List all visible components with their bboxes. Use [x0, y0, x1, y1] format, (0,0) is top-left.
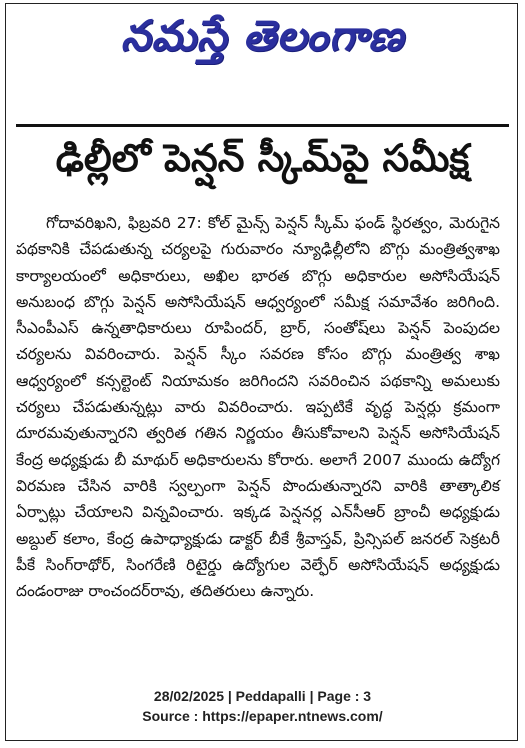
- article-body: గోదావరిఖని, ఫిబ్రవరి 27: కోల్ మైన్స్ పెన్షన్ స్కీమ్ ఫండ్ స్థిరత్వం, మెరుగైన పథకానికి చేపడుతున్న చర్యలపై గురువారం న్యూఢిల్లీలోని బొగ్గు మంత్రిత్వశాఖ కార్యాలయంలో అధికారులు, అఖిల భారత బొగ్గు అధికారుల అసోసియేషన్ అనుబంధ బొగ్గు పెన్షన్ అసోసియేషన్ ఆధ్వర్యంలో సమీక్ష సమావేశం జరిగింది. సీఎంపీఎస్ ఉన్నతాధికారులు రూపిందర్, బ్రార్, సంతోష్‌లు పెన్షన్ పెంపుదల చర్యలను వివరించారు. పెన్షన్ స్కీం సవరణ కోసం బొగ్గు మంత్రిత్వ శాఖ ఆధ్వర్యంలో కన్సల్టెంట్ నియామకం జరిగిందని సవరించిన పథకాన్ని అమలుకు చర్యలు చేపడుతున్నట్లు వారు వివరించారు. ఇప్పటికే వృద్ధ పెన్షర్లు క్రమంగా దూరమవుతున్నారని త్వరిత గతిన నిర్ణయం తీసుకోవాలని పెన్షన్ అసోసియేషన్ కేంద్ర అధ్యక్షుడు బీ మాథుర్ అధికారులను కోరారు. అలాగే 2007 ముందు ఉద్యోగ విరమణ చేసిన వారికి స్వల్పంగా పెన్షన్ పొందుతున్నారని వారికి తాత్కాలిక ఏర్పాట్లు చేయాలని విన్నవించారు. ఇక్కడ పెన్షనర్ల ఎన్‌సీఆర్ బ్రాంచీ అధ్యక్షుడు అబ్దుల్ కలాం, కేంద్ర ఉపాధ్యాక్షుడు డాక్టర్ బీకే శ్రీవాస్తవ్, ప్రిన్సిపల్ జనరల్ సెక్రటరీ పీకే సింగ్‌రాథోర్, సింగరేణి రిటైర్డు ఉద్యోగుల వెల్ఫేర్ అసోసియేషన్ అధ్యక్షుడు దండంరాజు రాంచందర్‌రావు, తదితరులు ఉన్నారు.: [16, 214, 500, 601]
- footer-source-url: Source : https://epaper.ntnews.com/: [142, 708, 383, 724]
- newspaper-masthead: నమస్తే తెలంగాణ: [120, 11, 405, 60]
- headline-rule: [16, 124, 509, 127]
- article-headline: ఢిల్లీలో పెన్షన్ స్కీమ్‌పై సమీక్ష: [55, 136, 470, 180]
- footer-date-edition: 28/02/2025 | Peddapalli | Page : 3: [153, 688, 372, 704]
- source-footer: [0, 686, 525, 726]
